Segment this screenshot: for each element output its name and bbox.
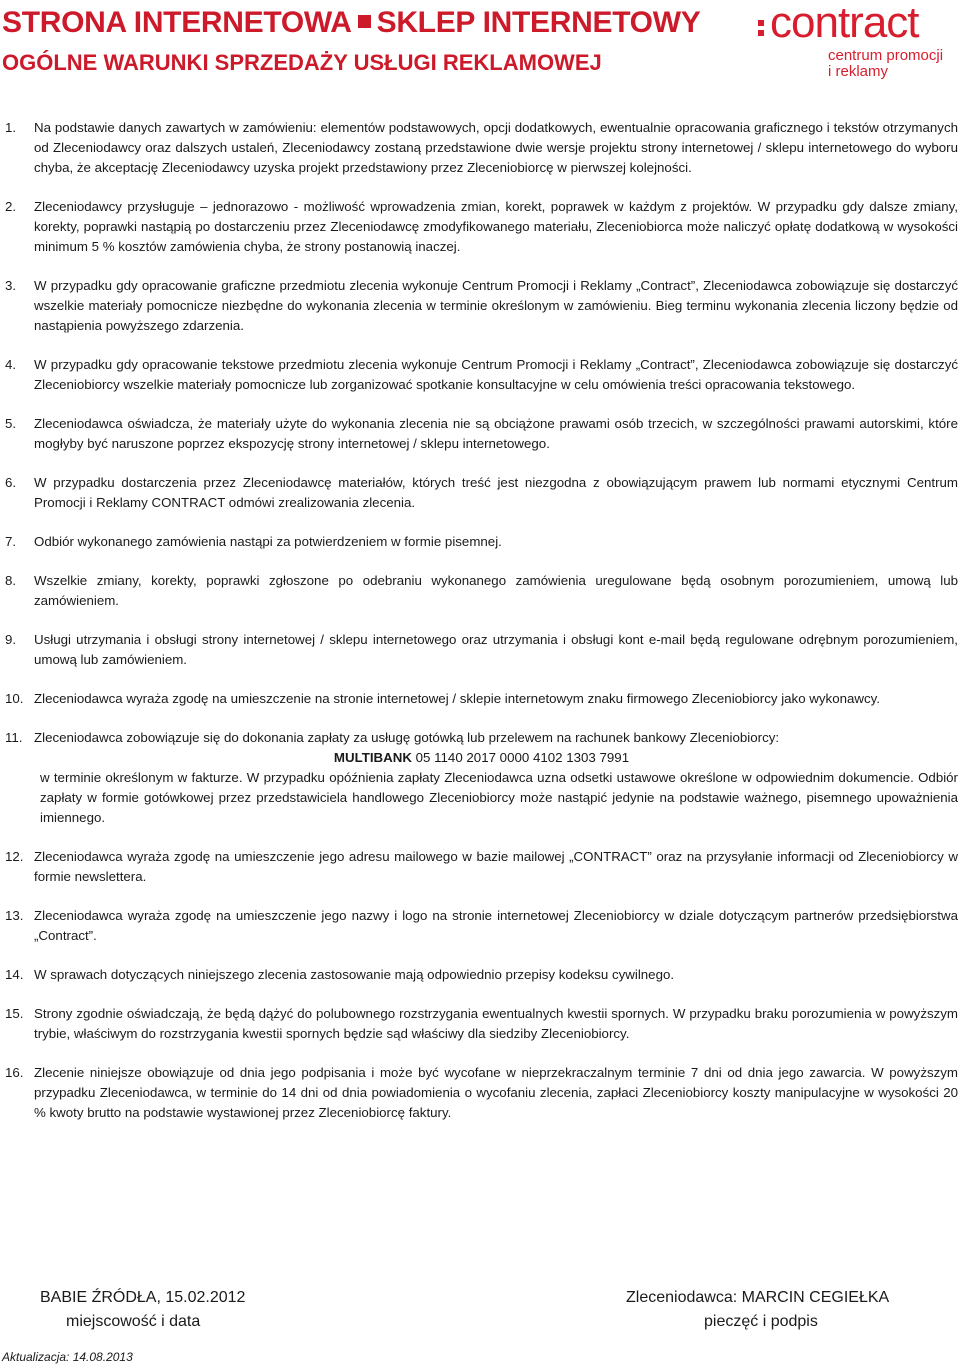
bank-account-number: 05 1140 2017 0000 4102 1303 7991: [415, 750, 630, 765]
term-text: Zleceniodawca oświadcza, że materiały użyte do wykonania zlecenia nie są obciążone prawami osób trzecich, w szczególności prawami autorskimi, które mogłyby być naruszone poprzez ekspozycję strony internetowej / sklepu internetowego.: [34, 416, 958, 451]
term-number: 7.: [5, 534, 17, 549]
terms-list: [5, 118, 958, 1142]
term-text: Zleceniodawcy przysługuje – jednorazowo - możliwość wprowadzenia zmian, korekt, poprawek w każdym z projektów. W przypadku gdy dalsze zmiany, korekty, poprawki nastąpią po dostarczeniu przez Zleceniodawcę zmodyfikowanego materiału, Zleceniobiorca może naliczyć opłatę dodatkową w wysokości minimum 5 % kosztów zamówienia chyba, że strony postanowią inaczej.: [34, 199, 958, 254]
square-bullet-icon: [358, 15, 371, 28]
term-text: Zleceniodawca wyraża zgodę na umieszczenie jego adresu mailowego w bazie mailowej „CONTRACT” oraz na przysyłanie informacji od Zleceniobiorcy w formie newslettera.: [34, 849, 958, 884]
term-number: 6.: [5, 475, 17, 490]
term-text: Wszelkie zmiany, korekty, poprawki zgłoszone po odebraniu wykonanego zamówienia uregulowane będą osobnym porozumieniem, umową lub zamówieniem.: [34, 573, 958, 608]
term-item-15: [5, 1004, 958, 1044]
term-number: 9.: [5, 632, 17, 647]
term-number: 10.: [5, 691, 24, 706]
logo-wordmark: contract: [770, 0, 919, 47]
term-number: 13.: [5, 908, 24, 923]
term-item-9: [5, 630, 958, 670]
term-number: 15.: [5, 1006, 24, 1021]
term-text: Zlecenie niniejsze obowiązuje od dnia jego podpisania i może być wycofane w nieprzekraczalnym terminie 7 dni od dnia jego zawarcia. W powyższym przypadku Zleceniodawca, w terminie do 14 dni od dnia powiadomienia o wycofaniu zlecenia, zapłaci Zleceniobiorcy koszty manipulacyjne w wysokości 20 % kwoty brutto na podstawie wystawionej przez Zleceniobiorcę faktury.: [34, 1065, 958, 1120]
term-item-5: [5, 414, 958, 454]
place-date-value: BABIE ŹRÓDŁA, 15.02.2012: [40, 1289, 246, 1306]
term-text: Zleceniodawca wyraża zgodę na umieszczenie na stronie internetowej / sklepie internetowym znaku firmowego Zleceniobiorcy jako wykonawcy.: [34, 691, 880, 706]
term-text: W sprawach dotyczących niniejszego zlecenia zastosowanie mają odpowiednio przepisy kodeksu cywilnego.: [34, 967, 675, 982]
term-text: Zleceniodawca zobowiązuje się do dokonania zapłaty za usługę gotówką lub przelewem na rachunek bankowy Zleceniobiorcy:: [34, 730, 780, 745]
logo-mark-icon: [758, 12, 770, 42]
term-item-2: [5, 197, 958, 257]
document-title: [2, 6, 700, 40]
term-item-7: [5, 532, 958, 552]
term-number: 1.: [5, 120, 17, 135]
term-item-4: [5, 355, 958, 395]
term-item-16: [5, 1063, 958, 1123]
term-item-13: [5, 906, 958, 946]
term-text: W przypadku gdy opracowanie tekstowe przedmiotu zlecenia wykonuje Centrum Promocji i Reklamy „Contract”, Zleceniodawca zobowiązuje się dostarczyć Zleceniobiorcy wszelkie materiały pomocnicze lub zorganizować spotkanie konsultacyjne w celu omówienia treści opracowania tekstowego.: [34, 357, 958, 392]
logo-tagline-line1: centrum promocji: [828, 47, 944, 64]
term-number: 3.: [5, 278, 17, 293]
stamp-signature-label: pieczęć i podpis: [704, 1313, 818, 1330]
term-item-3: [5, 276, 958, 336]
title-part-shop: SKLEP INTERNETOWY: [376, 6, 701, 39]
update-date: Aktualizacja: 14.08.2013: [2, 1350, 133, 1364]
term-item-11: [5, 728, 958, 828]
logo-tagline-line2: i reklamy: [828, 63, 889, 80]
client-name: Zleceniodawca: MARCIN CEGIEŁKA: [626, 1289, 890, 1306]
term-item-1: [5, 118, 958, 178]
term-item-12: [5, 847, 958, 887]
contract-logo: [760, 2, 960, 82]
document-subtitle: OGÓLNE WARUNKI SPRZEDAŻY USŁUGI REKLAMOWEJ: [2, 50, 602, 75]
term-number: 11.: [5, 730, 23, 745]
term-number: 12.: [5, 849, 24, 864]
bank-account-line: [5, 748, 958, 768]
term-text: Usługi utrzymania i obsługi strony internetowej / sklepu internetowego oraz utrzymania i obsługi kont e-mail będą regulowane odrębnym porozumieniem, umową lub zamówieniem.: [34, 632, 958, 667]
term-number: 14.: [5, 967, 24, 982]
bank-name: MULTIBANK: [333, 750, 412, 765]
document-header: [0, 0, 960, 90]
term-number: 2.: [5, 199, 17, 214]
term-item-8: [5, 571, 958, 611]
term-number: 4.: [5, 357, 17, 372]
term-item-6: [5, 473, 958, 513]
term-text: W przypadku dostarczenia przez Zleceniodawcę materiałów, których treść jest niezgodna z obowiązującym prawem lub normami etycznymi Centrum Promocji i Reklamy CONTRACT odmówi zrealizowania zlecenia.: [34, 475, 958, 510]
term-text: Zleceniodawca wyraża zgodę na umieszczenie jego nazwy i logo na stronie internetowej Zleceniobiorcy w dziale dotyczącym partnerów przedsiębiorstwa „Contract”.: [34, 908, 958, 943]
term-item-14: [5, 965, 958, 985]
term-text: Strony zgodnie oświadczają, że będą dążyć do polubownego rozstrzygania ewentualnych kwestii spornych. W przypadku braku porozumienia w powyższym trybie, właściwym do rozstrzygania kwestii spornych będzie sąd właściwy dla siedziby Zleceniobiorcy.: [34, 1006, 958, 1041]
term-text: W przypadku gdy opracowanie graficzne przedmiotu zlecenia wykonuje Centrum Promocji i Reklamy „Contract”, Zleceniodawca zobowiązuje się dostarczyć wszelkie materiały pomocnicze niezbędne do wykonania zlecenia w terminie określonym w zamówieniu. Bieg terminu wykonania zlecenia liczony będzie od nastąpienia powyższego zdarzenia.: [34, 278, 958, 333]
term-item-10: [5, 689, 958, 709]
title-part-website: STRONA INTERNETOWA: [2, 6, 352, 39]
place-date-label: miejscowość i data: [66, 1313, 201, 1330]
term-number: 16.: [5, 1065, 24, 1080]
term-number: 8.: [5, 573, 17, 588]
term-text-continued: w terminie określonym w fakturze. W przypadku opóźnienia zapłaty Zleceniodawca uzna odsetki ustawowe określone w odpowiednim dokumencie. Odbiór zapłaty w formie gotówkowej przez przedstawiciela handlowego Zleceniobiorcy może nastąpić jedynie na podstawie ważnego, pisemnego upoważnienia imiennego.: [40, 770, 958, 825]
term-text: Odbiór wykonanego zamówienia nastąpi za potwierdzeniem w formie pisemnej.: [34, 534, 502, 549]
term-text: Na podstawie danych zawartych w zamówieniu: elementów podstawowych, opcji dodatkowych, ewentualnie opracowania graficznego i tekstów otrzymanych od Zleceniodawcy oraz dalszych ustaleń, Zleceniodawcy zostaną przedstawione dwie wersje projektu strony internetowej / sklepu internetowego do wyboru chyba, że akceptację Zleceniodawcy uzyska projekt przedstawiony przez Zleceniobiorcę w pierwszej kolejności.: [34, 120, 958, 175]
term-number: 5.: [5, 416, 17, 431]
